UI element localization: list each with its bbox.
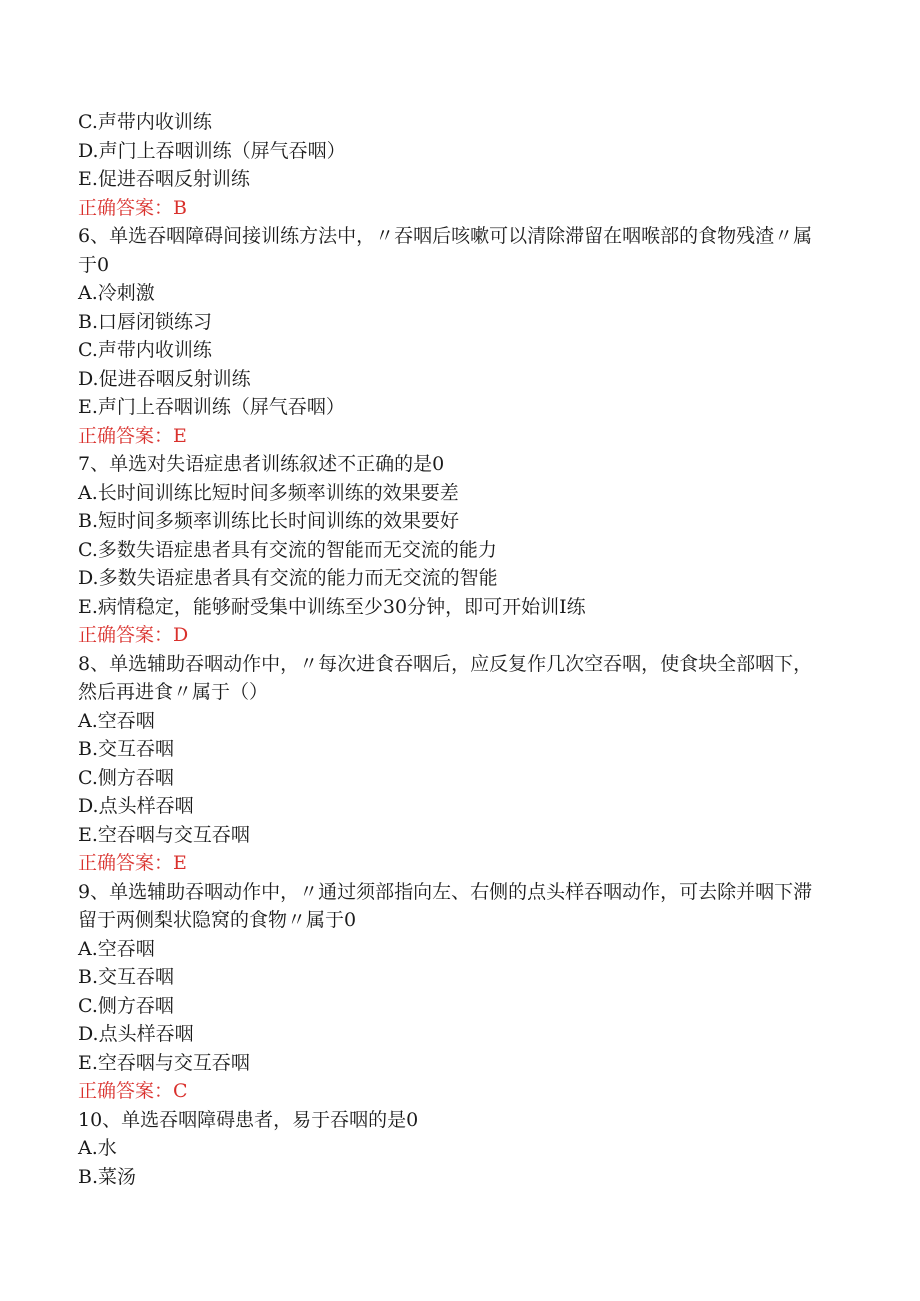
option-e: E.促进吞咽反射训练 [78,168,250,190]
option-a: A.空吞咽 [78,937,155,960]
question-8 [78,650,868,878]
question-stem: 10、单选吞咽障碍患者，易于吞咽的是0 [78,1108,419,1131]
document-page [78,108,868,1191]
option-e: E.空吞咽与交互吞咽 [78,1051,250,1074]
question-stem: 6、单选吞咽障碍间接训练方法中，〃吞咽后咳嗽可以清除滞留在咽喉部的食物残渣〃属于0 [78,225,813,276]
option-c: C.侧方吞咽 [78,994,174,1017]
option-d: D.点头样吞咽 [78,1023,194,1045]
question-6 [78,222,868,450]
option-a: A.长时间训练比短时间多频率训练的效果要差 [78,481,459,504]
correct-answer: 正确答案：C [78,1080,188,1102]
question-stem: 7、单选对失语症患者训练叙述不正确的是0 [78,453,445,475]
question-stem: 9、单选辅助吞咽动作中，〃通过须部指向左、右侧的点头样吞咽动作，可去除并咽下滞留于两侧梨状隐窝的食物〃属于0 [78,880,813,931]
option-d: D.多数失语症患者具有交流的能力而无交流的智能 [78,567,498,589]
option-d: D.促进吞咽反射训练 [78,367,251,390]
option-b: B.菜汤 [78,1165,137,1188]
option-a: A.空吞咽 [78,709,155,732]
correct-answer: 正确答案：D [78,624,189,646]
option-c: C.声带内收训练 [78,339,212,361]
option-d: D.声门上吞咽训练（屏气吞咽） [78,139,346,162]
correct-answer: 正确答案：E [78,852,187,874]
option-b: B.口唇闭锁练习 [78,310,213,333]
option-c: C.多数失语症患者具有交流的智能而无交流的能力 [78,538,497,561]
option-d: D.点头样吞咽 [78,795,194,817]
option-b: B.短时间多频率训练比长时间训练的效果要好 [78,510,460,532]
option-c: C.侧方吞咽 [78,766,174,789]
option-a: A.水 [78,1137,117,1159]
option-e: E.声门上吞咽训练（屏气吞咽） [78,396,345,418]
option-c: C.声带内收训练 [78,111,212,133]
question-stem: 8、单选辅助吞咽动作中，〃每次进食吞咽后，应反复作几次空吞咽，使食块全部咽下，然后再进食〃属于（） [78,652,813,703]
option-b: B.交互吞咽 [78,738,175,760]
option-a: A.冷刺激 [78,282,155,304]
correct-answer: 正确答案：E [78,424,187,447]
question-9 [78,878,868,1106]
option-e: E.病情稳定，能够耐受集中训练至少30分钟，即可开始训I练 [78,595,586,618]
option-b: B.交互吞咽 [78,966,175,988]
question-10 [78,1106,868,1192]
correct-answer: 正确答案：B [78,196,187,219]
question-7 [78,450,868,650]
previous-question-tail [78,108,868,222]
option-e: E.空吞咽与交互吞咽 [78,823,250,846]
